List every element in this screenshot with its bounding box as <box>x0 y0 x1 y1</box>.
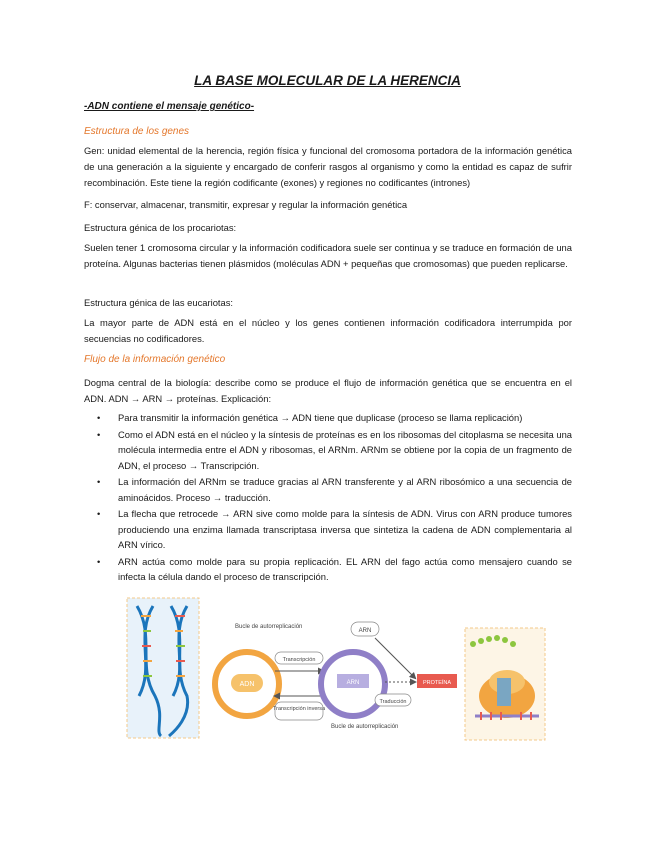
bullet-icon: • <box>97 412 101 423</box>
page-title: LA BASE MOLECULAR DE LA HERENCIA <box>194 73 461 88</box>
section-heading-genes: Estructura de los genes <box>84 126 190 137</box>
list-item: • La información del ARNm se traduce gracias al ARN transferente y al ARN ribosómico a una secuencia de aminoácidos. Proceso → traducción. <box>97 476 572 503</box>
section-heading-flow: Flujo de la información genético <box>84 354 226 365</box>
list-item: • Como el ADN está en el núcleo y la síntesis de proteínas es en los ribosomas del citoplasma se necesita una molécula intermedia entre el ADN y ribosomas, el ARNm. ARNm se obtiene por la copia de un fragmento de ADN, el proceso → Transcripción. <box>97 428 572 471</box>
bullet-icon: • <box>97 508 101 519</box>
eukaryote-text: La mayor parte de ADN está en el núcleo y los genes contienen información codificadora interrumpida por secuencias no codificadores. <box>84 317 572 344</box>
list-item: • Para transmitir la información genética → ADN tiene que duplicase (proceso se llama replicación) <box>84 410 572 426</box>
dna-panel <box>127 598 199 738</box>
transcription-label: Transcripción <box>282 657 316 663</box>
loop2-label: Bucle de autorreplicación <box>331 724 399 730</box>
list-item: • ARN actúa como molde para su propia replicación. EL ARN del fago actúa como mensajero cuando se infecta la célula dando el proceso de transcripción. <box>97 555 572 582</box>
loop1-label: Bucle de autorreplicación <box>235 624 303 630</box>
list-item: • La flecha que retrocede → ARN sive como molde para la síntesis de ADN. Virus con ARN produce tumores produciendo una enzima llamada transcriptasa inversa que sintetiza la cadena de ADN complementaria al ARN vírico. <box>97 508 572 550</box>
rna-box-label: ARN <box>346 680 360 686</box>
bullet-icon: • <box>97 476 101 487</box>
explanation-list <box>84 410 572 586</box>
subtitle: -ADN contiene el mensaje genético- <box>84 101 255 112</box>
gene-definition: Gen: unidad elemental de la herencia, región física y funcional del cromosoma portadora de la información genética de una generación a la siguiente y encargado de conferir rasgos al organismo y como la entidad es capaz de sufrir recombinación. Este tiene la región codificante (exones) y regiones no codificantes (intrones) <box>84 145 572 188</box>
central-dogma-text: Dogma central de la biología: describe como se produce el flujo de información genética que se encuentra en el ADN. ADN → ARN → proteínas. Explicación: <box>84 377 572 404</box>
dna-label: ADN <box>239 681 255 688</box>
translation-label: Traducción <box>379 699 407 705</box>
bullet-icon: • <box>97 428 101 440</box>
gene-functions: F: conservar, almacenar, transmitir, expresar y regular la información genética <box>84 199 408 210</box>
prokaryote-heading: Estructura génica de los procariotas: <box>84 222 237 233</box>
prokaryote-text: Suelen tener 1 cromosoma circular y la información codificadora suele ser continua y se traduce en formación de una proteína. Algunas bacterias tienen plásmidos (moléculas ADN + pequeñas que cromosomas) que pueden replicarse. <box>84 242 572 269</box>
eukaryote-heading: Estructura génica de las eucariotas: <box>84 297 234 308</box>
central-dogma-diagram <box>125 586 549 746</box>
rna-top-label: ARN <box>358 628 372 634</box>
bullet-icon: • <box>97 555 101 567</box>
protein-label: PROTEÍNA <box>422 680 452 686</box>
reverse-transcription-label: Transcripción inversa <box>272 706 326 712</box>
